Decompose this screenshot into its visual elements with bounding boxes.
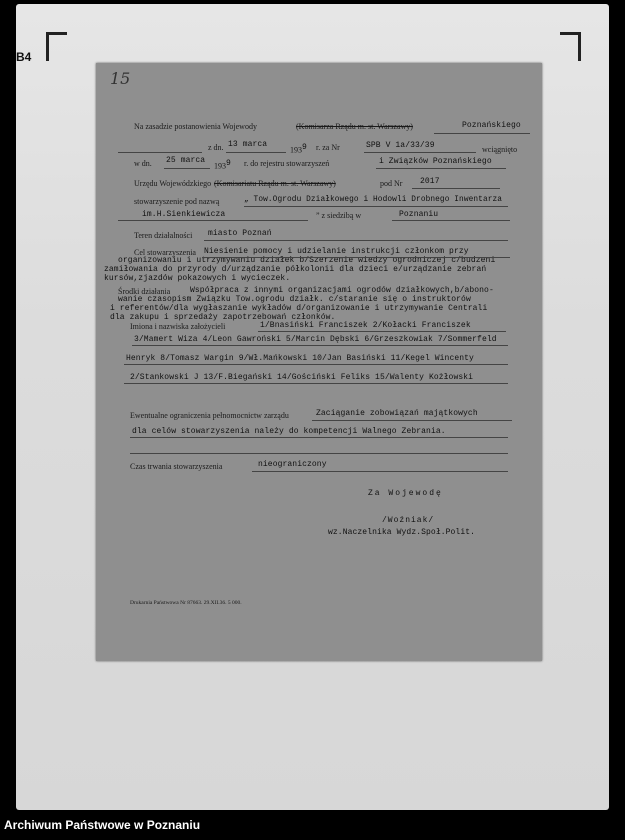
- za-nr-label: r. za Nr: [316, 143, 340, 152]
- founders-line-1: 1/Bnasiński Franciszek 2/Kołacki Franciszek: [260, 321, 471, 330]
- duration-value: nieograniczony: [258, 460, 327, 469]
- struck-komisariat: (Komisariatu Rządu m. st. Warszawy): [214, 179, 336, 188]
- w-dn-label: w dn.: [134, 159, 152, 168]
- page-number: 15: [110, 69, 131, 88]
- fill-line: [130, 437, 508, 438]
- signature-title: wz.Naczelnika Wydz.Społ.Polit.: [328, 528, 476, 537]
- means-line-4: dla zakupu i sprzedaży zapotrzebowań członków.: [110, 313, 336, 322]
- limits-line-2: dla celów stowarzyszenia należy do kompetencji Walnego Zebrania.: [132, 427, 446, 436]
- register-name: i Związków Poznańskiego: [379, 157, 492, 166]
- limits-line-1: Zaciąganie zobowiązań majątkowych: [316, 409, 478, 418]
- fill-line: [434, 133, 530, 134]
- fill-line: [124, 364, 508, 365]
- archive-label: Archiwum Państwowe w Poznaniu: [4, 818, 201, 832]
- signature-za-wojewode: Za Wojewodę: [368, 489, 443, 498]
- srodki-label: Środki działania: [118, 287, 171, 296]
- purpose-line-2: organizowaniu i utrzymywaniu działek b/Szerzenie wiedzy ogrodniczej c/budzeni: [118, 256, 496, 265]
- corner-mark-top-right: [560, 32, 581, 61]
- teren-value: miasto Poznań: [208, 229, 272, 238]
- wojewoda-value: Poznańskiego: [462, 121, 521, 130]
- register-date: 25 marca: [166, 156, 206, 165]
- fill-line: [124, 383, 508, 384]
- struck-komisarz: (Komisarza Rządu m. st. Warszawy): [296, 122, 413, 131]
- fill-line: [364, 152, 476, 153]
- founders-line-2: 3/Mamert Wiza 4/Leon Gawroński 5/Marcin Dębski 6/Grzeszkowiak 7/Sommerfeld: [134, 335, 497, 344]
- association-name: „ Tow.Ogrodu Działkowego i Hodowli Drobnego Inwentarza: [244, 196, 503, 204]
- means-line-3: i referentów/dla wygłaszanie wykładów d/organizowanie i utrzymywanie Centrali: [110, 304, 488, 313]
- duration-label: Czas trwania stowarzyszenia: [130, 462, 223, 471]
- nazwa-label: stowarzyszenie pod nazwą: [134, 197, 220, 206]
- fill-line: [258, 331, 506, 332]
- wciagnieto-label: wciągnięto: [482, 145, 518, 154]
- register-mid: r. do rejestru stowarzyszeń: [244, 159, 330, 168]
- founders-line-3: Henryk 8/Tomasz Wargin 9/Wł.Mańkowski 10/Jan Basiński 11/Kegel Wincenty: [126, 354, 474, 363]
- fill-line: [164, 168, 210, 169]
- association-name-cont: im.H.Sienkiewicza: [142, 210, 226, 219]
- fill-line: [130, 453, 508, 454]
- purpose-line-4: kursów,zjazdów pokazowych i wycieczek.: [104, 274, 291, 283]
- fill-line: [118, 152, 202, 153]
- means-line-1: Współpraca z innymi organizacjami ogrodów działkowych,b/abono-: [190, 286, 494, 295]
- fill-line: [118, 220, 308, 221]
- register-number: 2017: [420, 177, 440, 186]
- document-sheet: [96, 63, 542, 661]
- pod-nr-label: pod Nr: [380, 179, 403, 188]
- decision-year: $193^9$: [290, 143, 307, 155]
- teren-label: Teren działalności: [134, 231, 193, 240]
- purpose-line-1: Niesienie pomocy i udzielanie instrukcji członkom przy: [204, 247, 469, 256]
- limits-label: Ewentualne ograniczenia pełnomocnictw zarządu: [130, 411, 289, 420]
- seat-value: Poznaniu: [399, 210, 439, 219]
- corner-mark-top-left: [46, 32, 67, 61]
- cel-label: Cel stowarzyszenia: [134, 248, 196, 257]
- fill-line: [204, 240, 508, 241]
- z-dn-label: z dn.: [208, 143, 224, 152]
- purpose-line-3: zamiłowania do przyrody d/urządzanie półkolonii dla dzieci e/urządzanie zebrań: [104, 265, 487, 274]
- plate-code: B4: [16, 50, 32, 64]
- signature-name: /Woźniak/: [382, 516, 435, 525]
- founders-line-4: 2/Stankowski J 13/F.Biegański 14/Gościński Feliks 15/Walenty Kożłowski: [130, 373, 474, 382]
- fill-line: [412, 188, 500, 189]
- fill-line: [312, 420, 512, 421]
- printer-note: Drukarnia Państwowa Nr 87663. 29.XII.36. 5 000.: [130, 600, 242, 606]
- fill-line: [244, 206, 508, 207]
- fill-line: [376, 168, 506, 169]
- siedziba-label: ” z siedzibą w: [316, 211, 362, 220]
- fill-line: [132, 345, 508, 346]
- urzad-label: Urzędu Wojewódzkiego: [134, 179, 212, 188]
- register-year: $193^9$: [214, 159, 231, 171]
- wojewoda-prefix: Na zasadzie postanowienia Wojewody: [134, 122, 257, 131]
- founders-label: Imiona i nazwiska założycieli: [130, 322, 226, 331]
- fill-line: [202, 257, 510, 258]
- decision-date: 13 marca: [228, 140, 268, 149]
- fill-line: [252, 471, 508, 472]
- fill-line: [392, 220, 510, 221]
- means-line-2: wanie czasopism Związku Tow.ogrodu działk. c/staranie się o instruktorów: [118, 295, 471, 304]
- fill-line: [226, 152, 286, 153]
- decision-ref: SPB V 1a/33/39: [366, 141, 435, 150]
